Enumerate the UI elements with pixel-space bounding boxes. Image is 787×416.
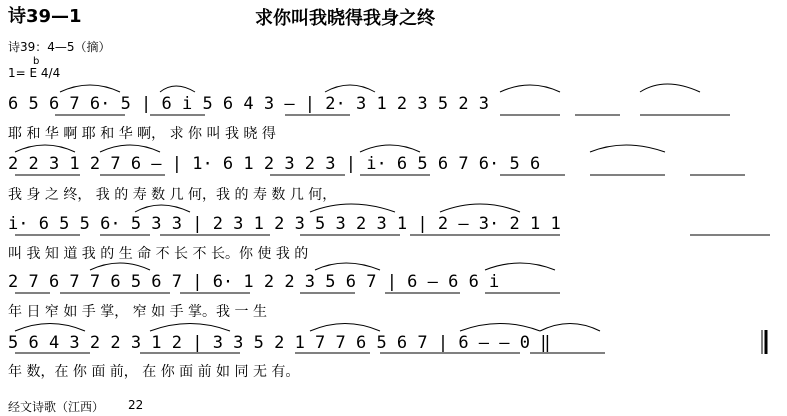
flat-sign: b — [33, 56, 40, 67]
system-5-lyrics: 年 数，在 你 面 前， 在 你 面 前 如 同 无 有。 — [8, 364, 300, 380]
system-3-notes: i· 6 5 5 6· 5 3 3 | 2 3 1 2 3 5 3 2 3 1 | 2 – 3· 2 1 1 — [8, 214, 561, 234]
scripture-source: 诗39：4—5（摘） — [8, 40, 111, 54]
system-1-notes: 6 5 6 7 6· 5 | 6 i 5 6 4 3 – | 2· 3 1 2 3 5 2 3 — [8, 94, 490, 114]
system-1-lyrics: 耶 和 华 啊 耶 和 华 啊， 求 你 叫 我 晓 得 — [8, 126, 276, 142]
slur — [135, 205, 190, 212]
system-5-notes: 5 6 4 3 2 2 3 1 2 | 3 3 5 2 1 7 7 6 5 6 7 | 6 – – 0 ‖ — [8, 333, 551, 353]
slur — [310, 204, 395, 212]
slur — [150, 324, 230, 332]
slur — [15, 145, 75, 152]
slur — [590, 145, 665, 152]
system-3-lyrics: 叫 我 知 道 我 的 生 命 不 长 不 长。你 使 我 的 — [8, 246, 309, 262]
system-2-lyrics: 我 身 之 终， 我 的 寿 数 几 何，我 的 寿 数 几 何， — [8, 187, 337, 203]
footer-page: 22 — [128, 398, 144, 412]
slur — [60, 85, 120, 92]
slur — [460, 324, 540, 332]
slur — [440, 204, 520, 212]
song-number: 诗39—1 — [8, 6, 82, 27]
slur — [310, 324, 380, 332]
system-2-notes: 2 2 3 1 2 7 6 – | 1· 6 1 2 3 2 3 | i· 6 5 6 7 6· 5 6 — [8, 154, 541, 174]
slur — [315, 263, 380, 270]
slur — [90, 263, 150, 270]
slur — [160, 86, 195, 92]
slur — [360, 145, 420, 152]
slur — [500, 85, 560, 92]
slur — [485, 263, 555, 270]
system-4-lyrics: 年 日 窄 如 手 掌， 窄 如 手 掌。我 一 生 — [8, 304, 267, 320]
footer-book: 经文诗歌（江西） — [8, 400, 105, 414]
song-title: 求你叫我晓得我身之终 — [255, 8, 435, 29]
slur — [540, 324, 600, 332]
slur — [15, 324, 85, 332]
slur — [100, 145, 160, 152]
key-signature: 1= E 4/4 — [8, 66, 61, 80]
slur — [640, 84, 700, 92]
system-4-notes: 2 7 6 7 7 6 5 6 7 | 6· 1 2 2 3 5 6 7 | 6 – 6 6 i — [8, 272, 500, 292]
slur — [325, 85, 375, 92]
